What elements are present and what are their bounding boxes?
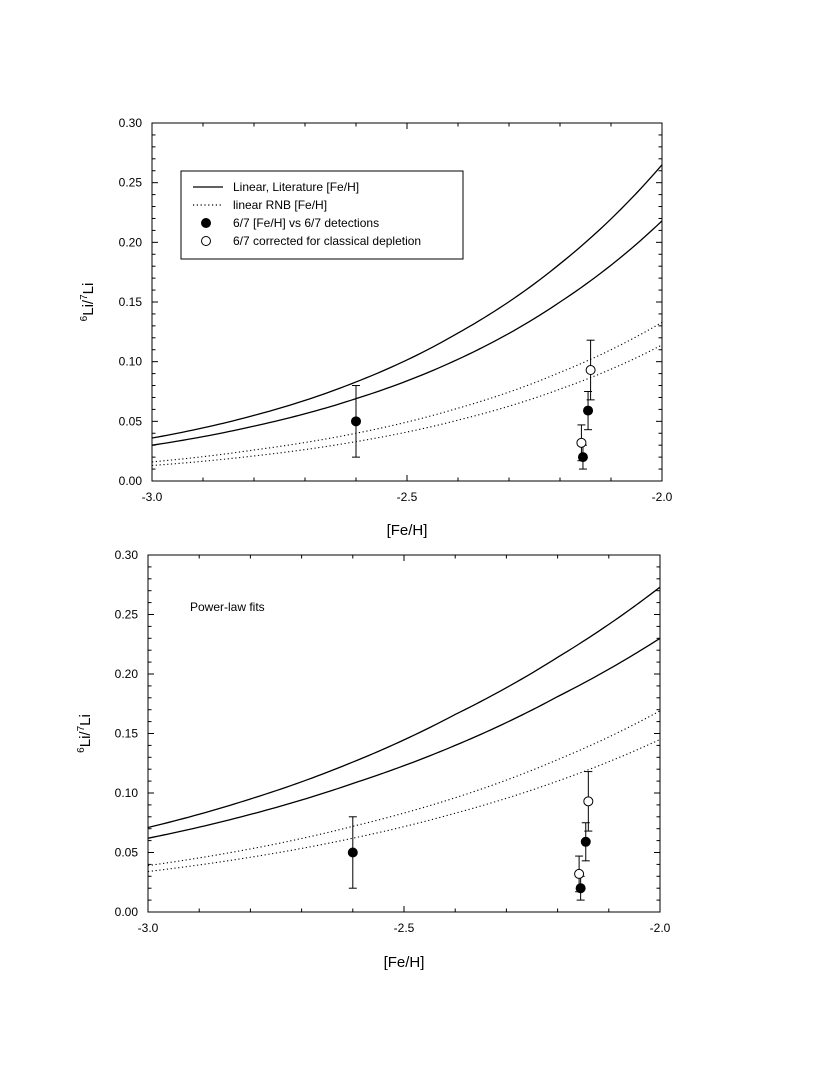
- data-point-filled: [352, 417, 361, 426]
- y-axis-title-text: Li: [80, 282, 97, 295]
- x-tick-label: -3.0: [137, 921, 159, 935]
- x-axis-title: [Fe/H]: [383, 954, 425, 971]
- dotted-curve-3: [152, 345, 662, 466]
- dotted-curve-3: [148, 739, 660, 871]
- x-tick-label: -2.5: [393, 921, 415, 935]
- y-tick-label: 0.05: [118, 414, 142, 429]
- legend-label: 6/7 [Fe/H] vs 6/7 detections: [233, 216, 380, 230]
- solid-curve-1: [148, 638, 660, 838]
- y-tick-label: 0.10: [114, 786, 138, 800]
- x-tick-label: -2.0: [649, 921, 671, 935]
- y-axis-title-text: Li: [77, 714, 94, 726]
- data-point-filled: [581, 837, 590, 846]
- y-tick-label: 0.25: [118, 175, 142, 190]
- y-axis-title: [79, 283, 97, 322]
- chart-panel-bottom: [76, 548, 671, 971]
- x-axis-title: [Fe/H]: [386, 522, 428, 539]
- y-tick-label: 0.20: [118, 235, 142, 250]
- legend-label: Linear, Literature [Fe/H]: [233, 180, 360, 194]
- y-tick-label: 0.10: [118, 354, 142, 369]
- y-tick-label: 0.00: [118, 474, 142, 488]
- solid-curve-0: [148, 587, 660, 827]
- data-point-filled: [348, 848, 357, 857]
- y-tick-label: 0.30: [114, 548, 138, 562]
- legend-swatch-open-circle: [202, 237, 211, 246]
- legend-label: linear RNB [Fe/H]: [233, 198, 328, 212]
- y-axis-title-text: Li/: [77, 731, 94, 748]
- data-point-open: [577, 438, 586, 447]
- x-tick-label: -2.0: [651, 490, 673, 504]
- y-axis-title-superscript: 6: [76, 747, 87, 753]
- y-tick-label: 0.20: [114, 667, 138, 681]
- panel-annotation: Power-law fits: [190, 600, 265, 614]
- x-tick-label: -2.5: [396, 490, 418, 504]
- y-tick-label: 0.25: [114, 607, 138, 622]
- y-axis-title-superscript: 6: [79, 315, 90, 322]
- y-axis-title-superscript: 7: [76, 725, 87, 732]
- data-point-filled: [584, 406, 593, 415]
- data-point-open: [584, 797, 593, 806]
- y-tick-label: 0.15: [114, 726, 138, 741]
- y-axis-title: [76, 714, 94, 753]
- data-point-open: [575, 869, 584, 878]
- legend-swatch-filled-circle: [202, 219, 211, 228]
- y-tick-label: 0.00: [114, 905, 138, 919]
- x-tick-label: -3.0: [141, 490, 163, 504]
- data-point-open: [586, 366, 595, 375]
- legend: [181, 171, 463, 259]
- y-tick-label: 0.15: [118, 295, 142, 309]
- y-axis-title-text: Li/: [80, 299, 97, 316]
- y-axis-title-superscript: 7: [79, 294, 90, 300]
- curves: [148, 587, 660, 871]
- y-tick-label: 0.30: [118, 116, 142, 130]
- legend-label: 6/7 corrected for classical depletion: [233, 234, 422, 248]
- y-tick-label: 0.05: [114, 845, 138, 860]
- chart-panel-top: [79, 116, 673, 539]
